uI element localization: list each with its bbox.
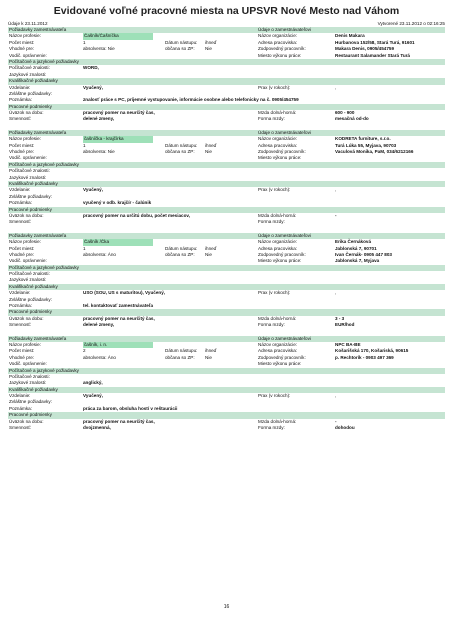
- responsible-value: p. Rechtorík - 0903 497 369: [335, 354, 394, 360]
- contract-label: Úväzok na dobu:: [9, 315, 44, 321]
- shifts-label: Smennosť:: [9, 425, 32, 431]
- conditions-heading: Pracovné podmienky: [9, 103, 52, 109]
- language-label: Jazykové znalosti:: [9, 174, 47, 180]
- profession-value: čašníčka - krajčírka: [84, 136, 124, 142]
- computer-lang-heading: Počítačové a jazykové požiadavky: [9, 161, 79, 167]
- experience-value: ,: [335, 84, 337, 90]
- start-date-label: Dátum nástupu:: [165, 348, 198, 354]
- form-value: dohodou: [335, 425, 355, 431]
- note-label: Poznámka:: [9, 405, 32, 411]
- profession-value: čašník, i. n.: [84, 341, 108, 347]
- license-label: Vodič. oprávnenie:: [9, 258, 47, 264]
- workplace-address-label: Adresa pracoviska:: [258, 142, 298, 148]
- workplace-address-value: Jablonská 7, 90701: [335, 245, 377, 251]
- citizen-label: občana so ZP:: [165, 46, 195, 52]
- responsible-label: Zodpovedný pracovník:: [258, 354, 306, 360]
- suitable-for-label: Vhodné pre:: [9, 46, 35, 52]
- contract-label: Úväzok na dobu:: [9, 110, 44, 116]
- computer-value: WORD,: [83, 65, 99, 71]
- profession-label: Názov profesie:: [9, 33, 41, 39]
- salary-label: Mzda dolná-horná:: [258, 315, 297, 321]
- form-label: Forma mzdy:: [258, 116, 285, 122]
- salary-value: -: [335, 418, 337, 424]
- work-place-label: Miesto výkonu práce:: [258, 52, 302, 58]
- computer-label: Počítačové znalosti:: [9, 271, 50, 277]
- org-name-value: Denis Makara: [335, 33, 365, 39]
- positions-value: 1: [83, 142, 86, 148]
- shifts-label: Smennosť:: [9, 219, 32, 225]
- education-label: Vzdelanie:: [9, 84, 31, 90]
- work-place-label: Miesto výkonu práce:: [258, 258, 302, 264]
- contract-value: pracovný pomer na neurčitý čas,: [83, 110, 155, 116]
- contract-value: pracovný pomer na neurčitý čas,: [83, 418, 155, 424]
- employer-info-heading: Údaje o zamestnávateľovi: [258, 129, 311, 135]
- computer-lang-heading: Počítačové a jazykové požiadavky: [9, 58, 79, 64]
- computer-lang-heading: Počítačové a jazykové požiadavky: [9, 367, 79, 373]
- contract-value: pracovný pomer na určitú dobu, počet mesiacov,: [83, 212, 190, 218]
- license-label: Vodič. oprávnenie:: [9, 361, 47, 367]
- employer-info-heading: Údaje o zamestnávateľovi: [258, 27, 311, 32]
- note-value: znalosť práce s PC, príjemné vystupovanie, informácie osobne alebo telefonicky na č. 0905/454759: [83, 97, 299, 103]
- education-value: Vyučený,: [83, 393, 104, 399]
- salary-label: Mzda dolná-horná:: [258, 418, 297, 424]
- qualification-heading: Kvalifikačné požiadavky: [9, 283, 58, 289]
- qualification-heading: Kvalifikačné požiadavky: [9, 78, 58, 84]
- citizen-value: Nie: [205, 149, 212, 155]
- profession-value: Čašník/Čašníčka: [84, 33, 119, 39]
- employer-info-heading: Údaje o zamestnávateľovi: [258, 232, 311, 238]
- responsible-value: Ivan Černák- 0905 447 803: [335, 251, 392, 257]
- positions-label: Počet miest:: [9, 39, 35, 45]
- salary-label: Mzda dolná-horná:: [258, 110, 297, 116]
- start-date-label: Dátum nástupu:: [165, 245, 198, 251]
- field-row: [8, 322, 445, 328]
- positions-value: 1: [83, 39, 86, 45]
- suitable-for-label: Vhodné pre:: [9, 149, 35, 155]
- conditions-heading: Pracovné podmienky: [9, 412, 52, 418]
- positions-label: Počet miest:: [9, 142, 35, 148]
- experience-label: Prax (v rokoch):: [258, 187, 291, 193]
- org-name-value: KODRETA furniture, s.r.o.: [335, 136, 391, 142]
- computer-label: Počítačové znalosti:: [9, 65, 50, 71]
- start-date-value: ihneď: [205, 245, 217, 251]
- citizen-label: občana so ZP:: [165, 251, 195, 257]
- experience-label: Prax (v rokoch):: [258, 290, 291, 296]
- language-label: Jazykové znalosti:: [9, 380, 47, 386]
- citizen-value: Nie: [205, 251, 212, 257]
- salary-value: 3 - 3: [335, 315, 345, 321]
- salary-value: -: [335, 212, 337, 218]
- other-label: Zvláštne požiadavky:: [9, 399, 52, 405]
- job-record: [8, 336, 445, 432]
- language-label: Jazykové znalosti:: [9, 71, 47, 77]
- computer-label: Počítačové znalosti:: [9, 168, 50, 174]
- start-date-label: Dátum nástupu:: [165, 142, 198, 148]
- suitable-for-value: absolventa: Áno: [83, 251, 116, 257]
- experience-value: ,: [335, 290, 337, 296]
- shifts-label: Smennosť:: [9, 116, 32, 122]
- note-value: práca za barom, obsluha hostí v reštaurácii: [83, 405, 178, 411]
- profession-label: Názov profesie:: [9, 341, 41, 347]
- conditions-heading: Pracovné podmienky: [9, 309, 52, 315]
- job-records: [8, 27, 445, 438]
- org-name-label: Názov organizácie:: [258, 33, 298, 39]
- positions-value: 1: [83, 245, 86, 251]
- work-place-value: Restaurant Salamander Stará Turá: [335, 52, 410, 58]
- profession-value: Čašník /Čka: [84, 239, 110, 245]
- suitable-for-label: Vhodné pre:: [9, 251, 35, 257]
- workplace-address-value: Turá Lúka 55, Myjava, 90703: [335, 142, 397, 148]
- responsible-label: Zodpovedný pracovník:: [258, 46, 306, 52]
- positions-label: Počet miest:: [9, 245, 35, 251]
- education-value: Vyučený,: [83, 187, 104, 193]
- form-value: EUR/hod: [335, 322, 355, 328]
- org-name-value: NPC BA-BE: [335, 341, 361, 347]
- responsible-label: Zodpovedný pracovník:: [258, 251, 306, 257]
- education-label: Vzdelanie:: [9, 393, 31, 399]
- profession-label: Názov profesie:: [9, 136, 41, 142]
- education-label: Vzdelanie:: [9, 187, 31, 193]
- org-name-label: Názov organizácie:: [258, 136, 298, 142]
- computer-label: Počítačové znalosti:: [9, 373, 50, 379]
- experience-value: ,: [335, 393, 337, 399]
- education-value: USO (SOU, US s maturitou), Vyučený,: [83, 290, 166, 296]
- page-title: Evidované voľné pracovné miesta na UPSVR Nové Mesto nad Váhom: [53, 5, 400, 17]
- org-name-label: Názov organizácie:: [258, 341, 298, 347]
- note-value: vyučený v odb. krajčír - čalúnik: [83, 200, 152, 206]
- report-date: Údaje k 23.11.2012: [8, 21, 48, 26]
- qualification-heading: Kvalifikačné požiadavky: [9, 386, 58, 392]
- employer-reqs-heading: Požiadavky zamestnávateľa: [9, 129, 67, 135]
- work-place-label: Miesto výkonu práce:: [258, 155, 302, 161]
- contract-value: pracovný pomer na neurčitý čas,: [83, 315, 155, 321]
- education-value: Vyučený,: [83, 84, 104, 90]
- org-name-value: Erika Černáková: [335, 239, 372, 245]
- form-label: Forma mzdy:: [258, 425, 285, 431]
- form-label: Forma mzdy:: [258, 322, 285, 328]
- shifts-value: dvojzmenná,: [83, 425, 111, 431]
- workplace-address-value: Hurbanova 152/58, Stará Turá, 91601: [335, 39, 415, 45]
- start-date-value: ihneď: [205, 348, 217, 354]
- citizen-label: občana so ZP:: [165, 354, 195, 360]
- language-value: anglický,: [83, 380, 103, 386]
- start-date-value: ihneď: [205, 142, 217, 148]
- org-name-label: Názov organizácie:: [258, 239, 298, 245]
- education-label: Vzdelanie:: [9, 290, 31, 296]
- citizen-value: Nie: [205, 354, 212, 360]
- work-place-value: Jablonská 7, Myjava: [335, 258, 380, 264]
- suitable-for-value: absolventa: Nie: [83, 46, 115, 52]
- experience-value: ,: [335, 187, 337, 193]
- note-label: Poznámka:: [9, 303, 32, 309]
- job-record: [8, 233, 445, 329]
- other-label: Zvláštne požiadavky:: [9, 296, 52, 302]
- salary-label: Mzda dolná-horná:: [258, 212, 297, 218]
- field-row: [8, 116, 445, 122]
- responsible-label: Zodpovedný pracovník:: [258, 149, 306, 155]
- language-label: Jazykové znalosti:: [9, 277, 47, 283]
- experience-label: Prax (v rokoch):: [258, 393, 291, 399]
- salary-value: 600 - 900: [335, 110, 355, 116]
- positions-label: Počet miest:: [9, 348, 35, 354]
- license-label: Vodič. oprávnenie:: [9, 155, 47, 161]
- form-label: Forma mzdy:: [258, 219, 285, 225]
- computer-lang-heading: Počítačové a jazykové požiadavky: [9, 264, 79, 270]
- license-label: Vodič. oprávnenie:: [9, 52, 47, 58]
- positions-value: 2: [83, 348, 86, 354]
- created-timestamp: Vytvorené 23.11.2012 o 02:16:25: [377, 21, 445, 26]
- other-label: Zvláštne požiadavky:: [9, 90, 52, 96]
- conditions-heading: Pracovné podmienky: [9, 206, 52, 212]
- employer-info-heading: Údaje o zamestnávateľovi: [258, 335, 311, 341]
- citizen-value: Nie: [205, 46, 212, 52]
- job-record: [8, 130, 445, 226]
- other-label: Zvláštne požiadavky:: [9, 193, 52, 199]
- workplace-address-label: Adresa pracoviska:: [258, 39, 298, 45]
- suitable-for-label: Vhodné pre:: [9, 354, 35, 360]
- qualification-heading: Kvalifikačné požiadavky: [9, 180, 58, 186]
- note-value: tel. kontaktovať zamestnávateľa: [83, 303, 154, 309]
- experience-label: Prax (v rokoch):: [258, 84, 291, 90]
- note-label: Poznámka:: [9, 200, 32, 206]
- shifts-value: delené zmeny,: [83, 116, 115, 122]
- field-row: [8, 219, 445, 225]
- start-date-value: ihneď: [205, 39, 217, 45]
- employer-reqs-heading: Požiadavky zamestnávateľa: [9, 27, 67, 32]
- workplace-address-label: Adresa pracoviska:: [258, 348, 298, 354]
- suitable-for-value: absolventa: Nie: [83, 149, 115, 155]
- contract-label: Úväzok na dobu:: [9, 212, 44, 218]
- field-row: [8, 425, 445, 431]
- contract-label: Úväzok na dobu:: [9, 418, 44, 424]
- job-record: [8, 27, 445, 123]
- responsible-value: Makara Denis, 0905/454759: [335, 46, 394, 52]
- workplace-address-value: Košarišská 170, Košariská, 90615: [335, 348, 409, 354]
- profession-label: Názov profesie:: [9, 239, 41, 245]
- note-label: Poznámka:: [9, 97, 32, 103]
- workplace-address-label: Adresa pracoviska:: [258, 245, 298, 251]
- shifts-label: Smennosť:: [9, 322, 32, 328]
- employer-reqs-heading: Požiadavky zamestnávateľa: [9, 335, 67, 341]
- form-value: mesačná od-do: [335, 116, 369, 122]
- suitable-for-value: absolventa: Áno: [83, 354, 116, 360]
- employer-reqs-heading: Požiadavky zamestnávateľa: [9, 232, 67, 238]
- start-date-label: Dátum nástupu:: [165, 39, 198, 45]
- citizen-label: občana so ZP:: [165, 149, 195, 155]
- page-number: 16: [223, 604, 230, 610]
- shifts-value: delené zmeny,: [83, 322, 115, 328]
- responsible-value: Vaculová Monika, PaM, 034/6212166: [335, 149, 414, 155]
- work-place-label: Miesto výkonu práce:: [258, 361, 302, 367]
